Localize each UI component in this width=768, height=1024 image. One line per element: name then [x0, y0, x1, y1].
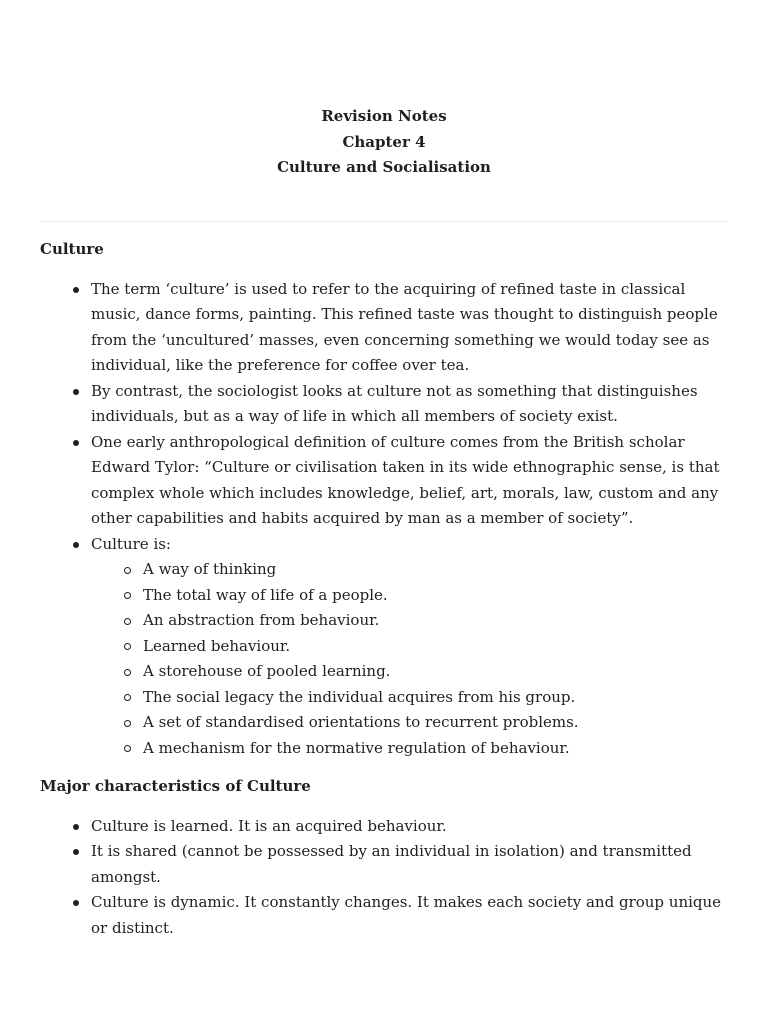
- list-item: Culture is dynamic. It constantly changes. It makes each society and group unique or distinct.: [91, 890, 730, 941]
- section-spacer: [40, 761, 730, 774]
- sub-list-item: A way of thinking: [143, 557, 730, 583]
- list-item-text: Culture is:: [91, 534, 171, 553]
- document-title-block: [0, 104, 768, 181]
- sub-list-item: Learned behaviour.: [143, 634, 730, 660]
- list-item: The term ‘culture’ is used to refer to the acquiring of refined taste in classical music, dance forms, painting. This refined taste was thought to distinguish people from the ‘uncultured’ masses, even concerning something we would today see as individual, like the preference for coffee over tea.: [91, 277, 730, 379]
- title-revision-notes: Revision Notes: [321, 107, 447, 125]
- sub-list-item: The total way of life of a people.: [143, 583, 730, 609]
- document-body: [40, 237, 730, 941]
- section-heading-major-characteristics: Major characteristics of Culture: [40, 777, 311, 795]
- list-item: Culture is learned. It is an acquired behaviour.: [91, 814, 730, 840]
- list-item-culture-is: [91, 532, 730, 762]
- sub-list-item: A mechanism for the normative regulation of behaviour.: [143, 736, 730, 762]
- header-divider: [40, 221, 728, 222]
- culture-bullet-list: [40, 277, 730, 762]
- culture-definition-sublist: [91, 557, 730, 761]
- sub-list-item: A storehouse of pooled learning.: [143, 659, 730, 685]
- sub-list-item: An abstraction from behaviour.: [143, 608, 730, 634]
- characteristics-bullet-list: [40, 814, 730, 942]
- title-chapter: Chapter 4: [342, 132, 426, 151]
- title-chapter-name: Culture and Socialisation: [277, 158, 491, 176]
- list-item: It is shared (cannot be possessed by an individual in isolation) and transmitted amongst.: [91, 839, 730, 890]
- section-heading-culture: Culture: [40, 240, 104, 258]
- sub-list-item: The social legacy the individual acquires from his group.: [143, 685, 730, 711]
- sub-list-item: A set of standardised orientations to recurrent problems.: [143, 710, 730, 736]
- list-item: By contrast, the sociologist looks at culture not as something that distinguishes individuals, but as a way of life in which all members of society exist.: [91, 379, 730, 430]
- list-item: One early anthropological definition of culture comes from the British scholar Edward Tylor: “Culture or civilisation taken in its wide ethnographic sense, is that complex whole which includes knowledge, belief, art, morals, law, custom and any other capabilities and habits acquired by man as a member of society”.: [91, 430, 730, 532]
